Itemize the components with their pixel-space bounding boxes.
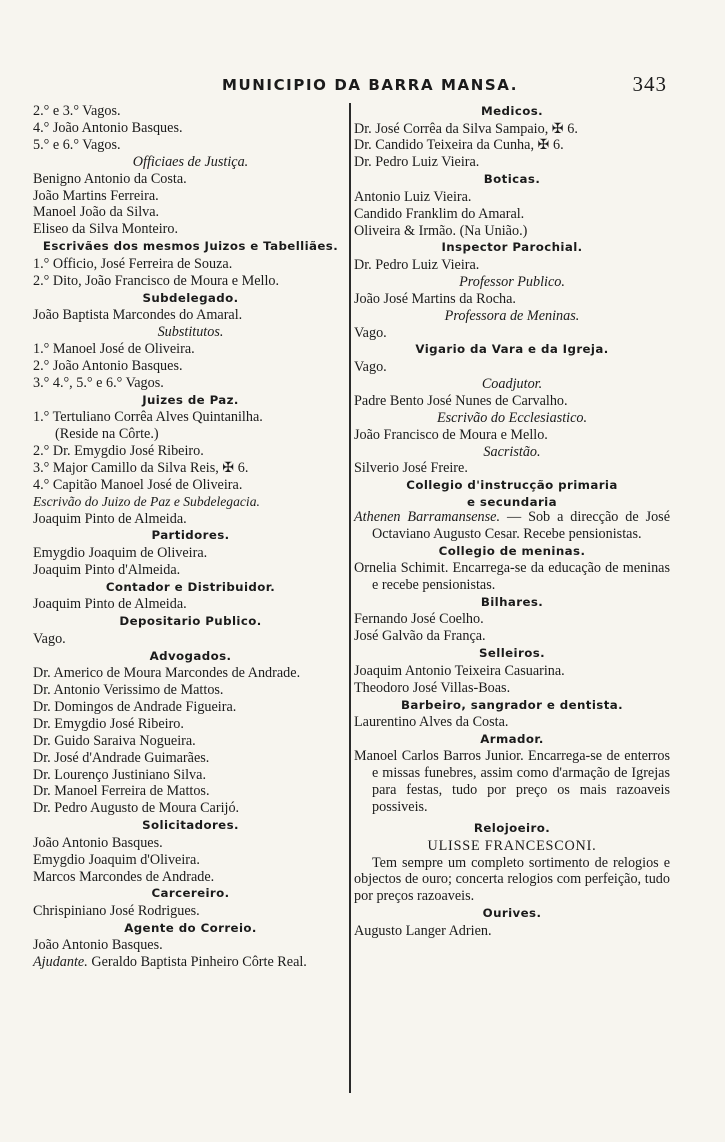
section-heading: Professor Publico. [459, 273, 565, 290]
list-item: 1.° Tertuliano Corrêa Alves Quintanilha. [33, 409, 263, 426]
list-item: Vago. [33, 630, 66, 647]
list-item: 1.° Manoel José de Oliveira. [33, 340, 195, 357]
list-item: João Antonio Basques. [33, 937, 163, 954]
section-heading: Agente do Correio. [124, 920, 257, 935]
list-item: João Baptista Marcondes do Amaral. [33, 307, 243, 324]
list-item: Ornelia Schimit. Encarrega-se da educação de meninas e recebe pensionistas. [354, 560, 670, 594]
section-heading: Escrivães dos mesmos Juizos e Tabelliães. [42, 239, 339, 254]
list-item: Dr. José Corrêa da Silva Sampaio, ✠ 6. [354, 120, 578, 137]
list-item: Dr. Lourenço Justiniano Silva. [33, 766, 206, 783]
section-heading: Barbeiro, sangrador e dentista. [401, 697, 623, 712]
section-heading: Substitutos. [157, 323, 224, 340]
section-heading: Collegio de meninas. [438, 543, 586, 558]
section-heading: Escrivão do Juizo de Paz e Subdelegacia. [33, 493, 260, 509]
ajudante-label: Ajudante. [33, 954, 88, 971]
list-item: Padre Bento José Nunes de Carvalho. [354, 392, 568, 409]
column-divider [349, 103, 351, 1093]
list-item: Silverio José Freire. [354, 460, 468, 477]
section-heading: Advogados. [149, 648, 232, 663]
list-item: 1.° Officio, José Ferreira de Souza. [33, 255, 233, 272]
section-heading: Sacristão. [483, 443, 541, 460]
list-item: Dr. Emygdio José Ribeiro. [33, 715, 184, 732]
section-heading: Escrivão do Ecclesiastico. [436, 409, 588, 426]
list-item: Emygdio Joaquim d'Oliveira. [33, 851, 200, 868]
list-item: Dr. Candido Teixeira da Cunha, ✠ 6. [354, 137, 564, 154]
list-item: Joaquim Pinto de Almeida. [33, 510, 187, 527]
section-heading: Armador. [480, 731, 544, 746]
section-heading: Partidores. [151, 528, 230, 543]
list-item: 3.° Major Camillo da Silva Reis, ✠ 6. [33, 459, 249, 476]
section-heading: Selleiros. [478, 646, 546, 661]
list-item: João José Martins da Rocha. [354, 290, 516, 307]
section-heading: Medicos. [480, 104, 544, 118]
list-item: 4.° Capitão Manoel José de Oliveira. [33, 476, 243, 493]
list-item: 2.° Dr. Emygdio José Ribeiro. [33, 442, 204, 459]
list-item: Dr. Americo de Moura Marcondes de Andrade. [33, 665, 301, 682]
section-heading: Inspector Parochial. [441, 240, 583, 255]
right-column [354, 103, 670, 940]
list-item: Fernando José Coelho. [354, 611, 484, 628]
list-item: 5.° e 6.° Vagos. [33, 136, 121, 153]
list-item: Augusto Langer Adrien. [354, 922, 492, 939]
list-item: Dr. Domingos de Andrade Figueira. [33, 698, 237, 715]
list-item: 2.° Dito, João Francisco de Moura e Mello. [33, 272, 280, 289]
page-number: 343 [632, 72, 667, 96]
section-heading: Bilhares. [480, 594, 544, 609]
section-heading: Carcereiro. [151, 886, 230, 901]
list-item [33, 954, 348, 971]
list-item: Vago. [354, 358, 387, 375]
list-item: Dr. Pedro Augusto de Moura Carijó. [33, 800, 240, 817]
section-heading: Professora de Meninas. [444, 307, 580, 324]
list-item: Eliseo da Silva Monteiro. [33, 221, 179, 238]
list-item: Dr. Pedro Luiz Vieira. [354, 256, 480, 273]
list-item: José Galvão da França. [354, 628, 486, 645]
list-item: Emygdio Joaquim de Oliveira. [33, 544, 208, 561]
left-column [33, 103, 348, 971]
list-item: Candido Franklim do Amaral. [354, 205, 525, 222]
list-item: Dr. Guido Saraiva Nogueira. [33, 732, 196, 749]
section-heading: e secundaria [467, 494, 557, 509]
section-heading: Depositario Publico. [119, 614, 262, 629]
section-heading: Contador e Distribuidor. [105, 579, 276, 594]
section-heading: Vigario da Vara e da Igreja. [415, 342, 609, 357]
section-heading: Subdelegado. [142, 290, 239, 305]
list-item: Manoel João da Silva. [33, 204, 160, 221]
list-item: Joaquim Antonio Teixeira Casuarina. [354, 662, 565, 679]
page-title: MUNICIPIO DA BARRA MANSA. [221, 76, 519, 94]
section-heading: Coadjutor. [481, 375, 543, 392]
list-item: 3.° 4.°, 5.° e 6.° Vagos. [33, 374, 164, 391]
list-item: Marcos Marcondes de Andrade. [33, 868, 215, 885]
list-item: João Martins Ferreira. [33, 187, 159, 204]
section-heading: Collegio d'instrucção primaria [406, 478, 618, 493]
list-item: Manoel Carlos Barros Junior. Encarrega-se de enterros e missas funebres, assim como d'armação de Igrejas para festas, tudo por preço os mais razoaveis possiveis. [354, 748, 670, 816]
list-item: ULISSE FRANCESCONI. [427, 837, 597, 854]
list-item: Antonio Luiz Vieira. [354, 188, 472, 205]
list-item: Dr. Pedro Luiz Vieira. [354, 154, 480, 171]
section-heading: Solicitadores. [142, 818, 239, 833]
section-heading: Relojoeiro. [473, 821, 551, 836]
list-item: Theodoro José Villas-Boas. [354, 679, 511, 696]
list-item: Dr. José d'Andrade Guimarães. [33, 749, 210, 766]
list-item: João Francisco de Moura e Mello. [354, 426, 548, 443]
list-item: Benigno Antonio da Costa. [33, 170, 187, 187]
list-item: Joaquim Pinto d'Almeida. [33, 561, 181, 578]
list-item: 2.° e 3.° Vagos. [33, 103, 121, 119]
list-item: Vago. [354, 324, 387, 341]
list-item [354, 509, 670, 543]
list-item: Oliveira & Irmão. (Na União.) [354, 222, 528, 239]
list-item: Dr. Antonio Verissimo de Mattos. [33, 681, 224, 698]
section-heading: Officiaes de Justiça. [132, 153, 249, 170]
list-item: Joaquim Pinto de Almeida. [33, 596, 187, 613]
collegio-text: — Sob a direcção de José Octaviano Augusto Cesar. Recebe pensionistas. [372, 508, 671, 542]
section-heading: Boticas. [483, 172, 541, 187]
page-header [30, 72, 675, 100]
list-item: Dr. Manoel Ferreira de Mattos. [33, 783, 210, 800]
ajudante-text: Geraldo Baptista Pinheiro Côrte Real. [91, 954, 307, 971]
section-heading: Juizes de Paz. [142, 392, 239, 407]
list-item: (Reside na Côrte.) [55, 426, 159, 442]
list-item: Chrispiniano José Rodrigues. [33, 902, 200, 919]
list-item: 2.° João Antonio Basques. [33, 357, 183, 374]
section-heading: Ourives. [482, 906, 542, 921]
list-item: 4.° João Antonio Basques. [33, 119, 183, 136]
list-item: Laurentino Alves da Costa. [354, 714, 509, 731]
list-item: João Antonio Basques. [33, 834, 163, 851]
list-item: Tem sempre um completo sortimento de relogios e objectos de ouro; concerta relogios com perfeição, tudo por preços razoaveis. [354, 854, 670, 905]
collegio-name: Athenen Barramansense. [354, 508, 501, 525]
